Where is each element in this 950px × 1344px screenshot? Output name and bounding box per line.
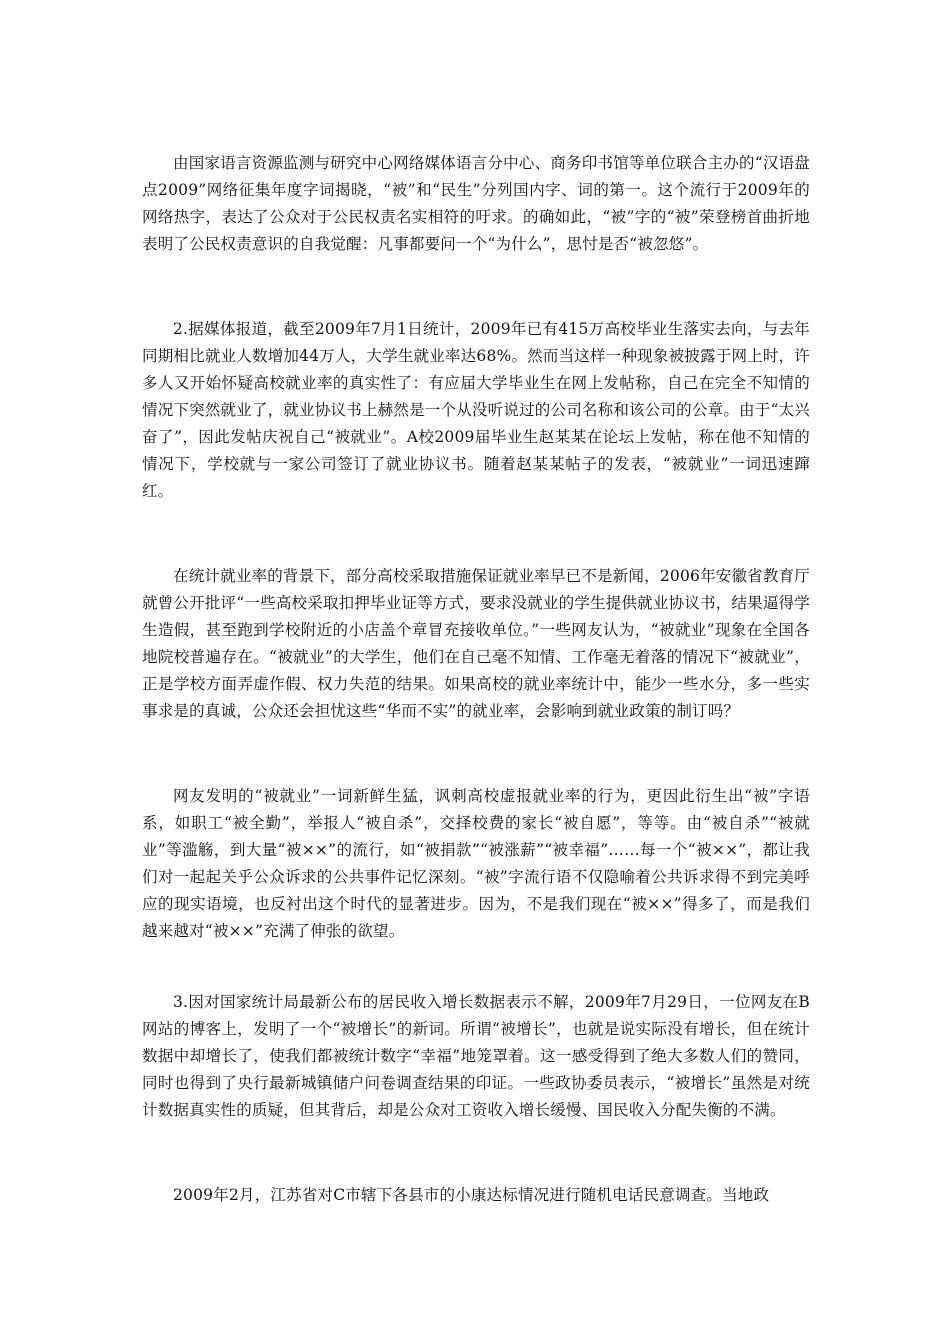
paragraph-3: 在统计就业率的背景下，部分高校采取措施保证就业率早已不是新闻，2006年安徽省教育厅就曾公开批评“一些高校采取扣押毕业证等方式，要求没就业的学生提供就业协议书，结果逼得学生造假，甚至跑到学校附近的小店盖个章冒充接收单位。”一些网友认为，“被就业”现象在全国各地院校普遍存在。“被就业”的大学生，他们在自己毫不知情、工作毫无着落的情况下“被就业”，正是学校方面弄虚作假、权力失范的结果。如果高校的就业率统计中，能少一些水分，多一些实事求是的真诚，公众还会担忧这些“华而不实”的就业率，会影响到就业政策的制订吗？: [142, 567, 810, 720]
paragraph-6: 2009年2月，江苏省对C市辖下各县市的小康达标情况进行随机电话民意调查。当地政: [173, 1186, 770, 1204]
paragraph-2: 2.据媒体报道，截至2009年7月1日统计，2009年已有415万高校毕业生落实去向，与去年同期相比就业人数增加44万人，大学生就业率达68%。然而当这样一种现象被披露于网上时，许多人又开始怀疑高校就业率的真实性了：有应届大学毕业生在网上发帖称，自己在完全不知情的情况下突然就业了，就业协议书上赫然是一个从没听说过的公司名称和该公司的公章。由于“太兴奋了”，因此发帖庆祝自己“被就业”。A校2009届毕业生赵某某在论坛上发帖，称在他不知情的情况下，学校就与一家公司签订了就业协议书。随着赵某某帖子的发表，“被就业”一词迅速蹿红。: [142, 320, 810, 500]
paragraph-spacer: [142, 505, 810, 563]
document-body: [142, 150, 810, 1209]
paragraph-spacer: [142, 945, 810, 989]
paragraph-spacer: [142, 1124, 810, 1182]
paragraph-spacer: [142, 725, 810, 783]
paragraph-5: 3.因对国家统计局最新公布的居民收入增长数据表示不解，2009年7月29日，一位网友在B网站的博客上，发明了一个“被增长”的新词。所谓“被增长”，也就是说实际没有增长，但在统计数据中却增长了，使我们都被统计数字“幸福”地笼罩着。这一感受得到了绝大多数人们的赞同，同时也得到了央行最新城镇储户问卷调查结果的印证。一些政协委员表示，“被增长”虽然是对统计数据真实性的质疑，但其背后，却是公众对工资收入增长缓慢、国民收入分配失衡的不满。: [142, 993, 810, 1119]
paragraph-4: 网友发明的“被就业”一词新鲜生猛，讽刺高校虚报就业率的行为，更因此衍生出“被”字语系，如职工“被全勤”，举报人“被自杀”，交择校费的家长“被自愿”，等等。由“被自杀”“被就业”等滥觞，到大量“被××”的流行，如“被捐款”“被涨薪”“被幸福”……每一个“被××”，都让我们对一起起关乎公众诉求的公共事件记忆深刻。“被”字流行语不仅隐喻着公共诉求得不到完美呼应的现实语境，也反衬出这个时代的显著进步。因为，不是我们现在“被××”得多了，而是我们越来越对“被××”充满了伸张的欲望。: [142, 787, 810, 940]
paragraph-1: 由国家语言资源监测与研究中心网络媒体语言分中心、商务印书馆等单位联合主办的“汉语盘点2009”网络征集年度字词揭晓，“被”和“民生”分列国内字、词的第一。这个流行于2009年的网络热字，表达了公众对于公民权责名实相符的吁求。的确如此，“被”字的“被”荣登榜首曲折地表明了公民权责意识的自我觉醒：凡事都要问一个“为什么”，思忖是否“被忽悠”。: [142, 154, 810, 253]
paragraph-spacer: [142, 258, 810, 316]
